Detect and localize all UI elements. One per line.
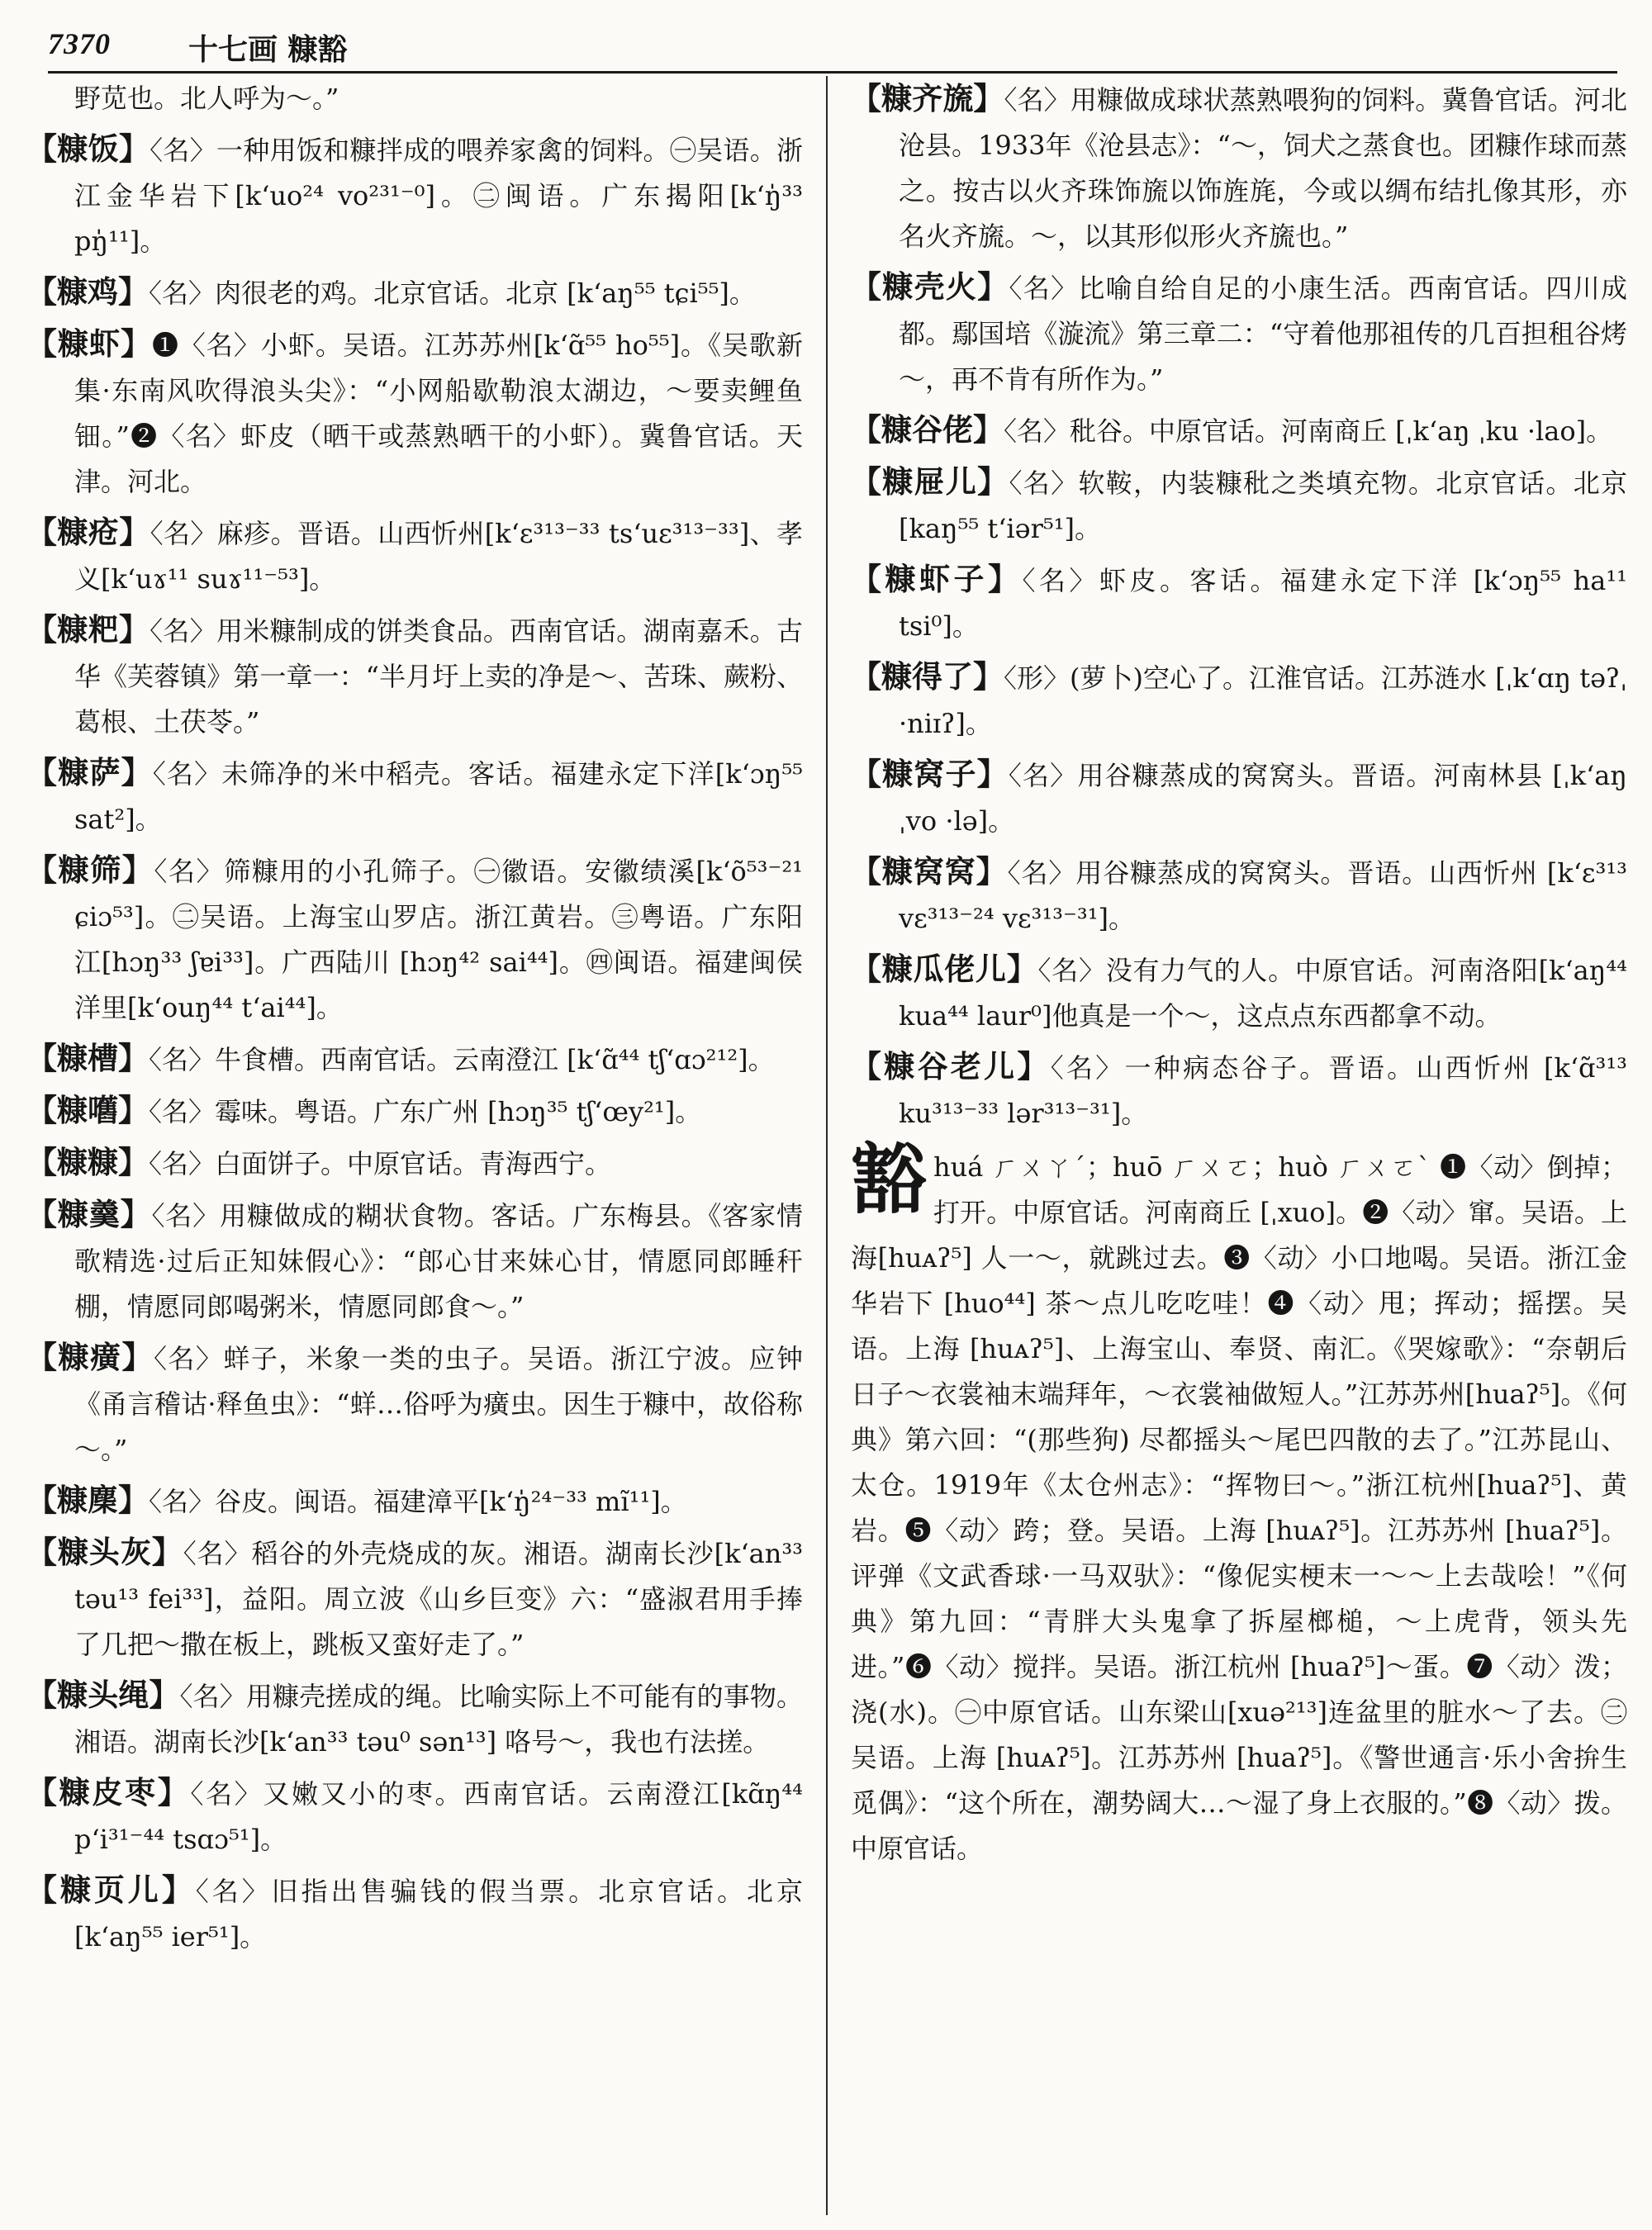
entry-headword: 【糠页儿】 — [26, 1872, 196, 1908]
entry-definition: 〈名〉用米糠制成的饼类食品。西南官话。湖南嘉禾。古华《芙蓉镇》第一章一：“半月圩上卖的净是～、苦珠、蕨粉、葛根、土茯苓。” — [74, 615, 803, 738]
right-column — [851, 76, 1627, 2213]
entry-definition: ❶〈名〉小虾。吴语。江苏苏州[kʻɑ̃⁵⁵ ho⁵⁵]。《吴歌新集·东南风吹得浪头尖》：“小网船歇勒浪太湖边，～要卖鲤鱼钿。”❷〈名〉虾皮（晒干或蒸熟晒干的小虾）。冀鲁官话。天津。河北。 — [74, 330, 803, 497]
entry-definition: 〈形〉(萝卜)空心了。江淮官话。江苏涟水 [ˌkʻɑŋ təʔˌ ·niɪʔ]。 — [899, 662, 1627, 739]
dictionary-entry — [26, 1867, 803, 1960]
entry-definition: 〈名〉稻谷的外壳烧成的灰。湘语。湖南长沙[kʻan³³ təu¹³ fei³³]，益阳。周立波《山乡巨变》六：“盛淑君用手捧了几把～撒在板上，跳板又蛮好走了。” — [74, 1538, 803, 1660]
entry-headword: 【糠得了】 — [851, 658, 1004, 695]
entry-definition: 〈名〉筛糠用的小孔筛子。㊀徽语。安徽绩溪[kʻõ⁵³⁻²¹ ɕiɔ⁵³]。㊁吴语。上海宝山罗店。浙江黄岩。㊂粤语。广东阳江[hɔŋ³³ ʃɐi³³]。广西陆川 [hɔŋ⁴² sai⁴⁴]。㊃闽语。福建闽侯洋里[kʻouŋ⁴⁴ tʻai⁴⁴]。 — [74, 856, 803, 1023]
dictionary-entry — [26, 1036, 803, 1083]
entry-definition: 〈名〉一种病态谷子。晋语。山西忻州 [kʻɑ̃³¹³ ku³¹³⁻³³ lər³¹³⁻³¹]。 — [899, 1052, 1627, 1129]
entry-definition: 野苋也。北人呼为～。” — [74, 83, 339, 114]
entry-definition: 〈名〉谷皮。闽语。福建漳平[kʻŋ̍²⁴⁻³³ mĩ¹¹]。 — [149, 1486, 687, 1517]
entry-definition: 〈名〉又嫩又小的枣。西南官话。云南澄江[kɑ̃ŋ⁴⁴ pʻi³¹⁻⁴⁴ tsɑɔ⁵¹]。 — [74, 1778, 803, 1855]
page-header — [48, 20, 1617, 74]
entry-headword: 【糠瓜佬儿】 — [851, 951, 1038, 987]
dictionary-entry — [26, 126, 803, 264]
column-divider — [826, 76, 828, 2215]
headword-char: 豁 — [851, 1135, 928, 1224]
dictionary-entry — [26, 1770, 803, 1862]
dictionary-entry — [26, 1088, 803, 1135]
entry-headword: 【糠筛】 — [26, 852, 154, 888]
entry-definition: 〈名〉牛食槽。西南官话。云南澄江 [kʻɑ̃⁴⁴ tʃʻɑɔ²¹²]。 — [149, 1044, 775, 1075]
entry-headword: 【糠嚿】 — [26, 1092, 149, 1128]
entry-headword: 【糠槽】 — [26, 1040, 149, 1076]
dictionary-entry — [851, 849, 1627, 942]
dictionary-entry — [26, 607, 803, 745]
entry-definition: 〈名〉用糠壳搓成的绳。比喻实际上不可能有的事物。湘语。湖南长沙[kʻan³³ təu⁰ sən¹³] 咯号～，我也冇法搓。 — [74, 1681, 803, 1758]
entry-headword: 【糠头绳】 — [26, 1677, 180, 1713]
entry-headword: 【糠齐旒】 — [851, 80, 1004, 116]
dictionary-entry — [26, 269, 803, 316]
entry-headword: 【糠粑】 — [26, 611, 150, 648]
dictionary-entry — [851, 264, 1627, 402]
entry-definition: 〈名〉虾皮。客话。福建永定下洋 [kʻɔŋ⁵⁵ ha¹¹ tsi⁰]。 — [899, 565, 1627, 642]
char-entry-huo — [851, 1135, 1627, 1872]
entry-definition: 〈名〉用糠做成球状蒸熟喂狗的饲料。冀鲁官话。河北沧县。1933年《沧县志》：“～，饲犬之蒸食也。团糠作球而蒸之。按古以火齐珠饰旒以饰旌旄，今或以绸布结扎像其形，亦名火齐旒。～，以其形似形火齐旒也。” — [899, 84, 1627, 252]
char-entry-text: huá ㄏㄨㄚˊ；huō ㄏㄨㄛ；huò ㄏㄨㄛˋ ❶〈动〉倒掉；打开。中原官话。河南商丘 [ˌxuo]。❷〈动〉窜。吴语。上海[huᴀʔ⁵] 人一～，就跳过去。❸〈动〉小口地喝。吴语。浙江金华岩下 [huo⁴⁴] 茶～点儿吃吃哇！❹〈动〉甩；挥动；摇摆。吴语。上海 [huᴀʔ⁵]、上海宝山、奉贤、南汇。《哭嫁歌》：“奈朝后日子～衣裳袖末端拜年，～衣裳袖做短人。”江苏苏州[huaʔ⁵]。《何典》第六回：“(那些狗) 尽都摇头～尾巴四散的去了。”江苏昆山、太仓。1919年《太仓州志》：“挥物曰～。”浙江杭州[huaʔ⁵]、黄岩。❺〈动〉跨；登。吴语。上海 [huᴀʔ⁵]。江苏苏州 [huaʔ⁵]。评弹《文武香球·一马双驮》：“像伲实梗末一～～上去哉哙！”《何典》第九回：“青胖大头鬼拿了拆屋榔槌，～上虎背，领头先进。”❻〈动〉搅拌。吴语。浙江杭州 [huaʔ⁵]～蛋。❼〈动〉泼；浇(水)。㊀中原官话。山东梁山[xuə²¹³]连盆里的脏水～了去。㊁吴语。上海 [huᴀʔ⁵]。江苏苏州 [huaʔ⁵]。《警世通言·乐小舍拚生觅偶》：“这个所在，潮势阔大…～湿了身上衣服的。”❽〈动〉拨。中原官话。 — [851, 1151, 1627, 1864]
dictionary-entry — [26, 750, 803, 842]
dictionary-entry — [851, 1044, 1627, 1136]
entry-headword: 【糠窝子】 — [851, 756, 1009, 792]
entry-headword: 【糠䴢】 — [26, 1482, 149, 1518]
entry-headword: 【糠糠】 — [26, 1144, 149, 1180]
entry-headword: 【糠窝窝】 — [851, 853, 1008, 890]
entry-definition: 〈名〉用谷糠蒸成的窝窝头。晋语。山西忻州 [kʻɛ³¹³ vɛ³¹³⁻²⁴ vɛ³¹³⁻³¹]。 — [899, 857, 1627, 934]
entry-headword: 【糠癀】 — [26, 1339, 154, 1375]
dictionary-entry — [26, 1530, 803, 1668]
entry-headword: 【糠虾】 — [26, 325, 152, 362]
dictionary-entry — [26, 1140, 803, 1187]
dictionary-entry — [851, 752, 1627, 844]
entry-definition: 〈名〉旧指出售骗钱的假当票。北京官话。北京[kʻaŋ⁵⁵ ier⁵¹]。 — [74, 1876, 803, 1952]
entry-headword: 【糠饭】 — [26, 130, 150, 167]
running-title: 十七画 糠豁 — [188, 32, 348, 67]
entry-headword: 【糠皮枣】 — [26, 1774, 191, 1810]
dictionary-entry — [26, 510, 803, 602]
entry-definition: 〈名〉比喻自给自足的小康生活。西南官话。四川成都。鄢国培《漩流》第三章二：“守着他那祖传的几百担租谷烤～，再不肯有所作为。” — [899, 273, 1627, 395]
entry-headword: 【糠疮】 — [26, 514, 150, 550]
dictionary-entry — [26, 1335, 803, 1473]
entry-headword: 【糠萨】 — [26, 754, 153, 790]
entry-headword: 【糠谷老儿】 — [851, 1048, 1051, 1084]
entry-definition: 〈名〉蛘子，米象一类的虫子。吴语。浙江宁波。应钟《甬言稽诂·释鱼虫》：“蛘…俗呼为癀虫。因生于糠中，故俗称～。” — [74, 1343, 803, 1465]
entry-definition: 〈名〉没有力气的人。中原官话。河南洛阳[kʻaŋ⁴⁴ kua⁴⁴ laur⁰]他真是一个～，这点点东西都拿不动。 — [899, 955, 1627, 1032]
entry-headword: 【糠鸡】 — [26, 273, 149, 310]
entry-headword: 【糠羹】 — [26, 1196, 152, 1232]
entry-definition: 〈名〉麻疹。晋语。山西忻州[kʻɛ³¹³⁻³³ tsʻuɛ³¹³⁻³³]、孝义[kʻuɤ¹¹ suɤ¹¹⁻⁵³]。 — [74, 518, 803, 595]
left-column — [26, 76, 803, 2213]
entry-definition: 〈名〉秕谷。中原官话。河南商丘 [ˌkʻaŋ ˌku ·lao]。 — [1004, 415, 1613, 447]
dictionary-entry — [26, 76, 803, 121]
dictionary-entry — [851, 654, 1627, 747]
entry-definition: 〈名〉用谷糠蒸成的窝窝头。晋语。河南林县 [ˌkʻaŋ ˌvo ·lə]。 — [899, 760, 1627, 837]
dictionary-entry — [26, 847, 803, 1031]
entry-definition: 〈名〉软鞍，内装糠秕之类填充物。北京官话。北京[kaŋ⁵⁵ tʻiər⁵¹]。 — [899, 467, 1627, 544]
entry-headword: 【糠虾子】 — [851, 561, 1023, 597]
dictionary-entry — [851, 76, 1627, 259]
entry-definition: 〈名〉霉味。粤语。广东广州 [hɔŋ³⁵ tʃʻœy²¹]。 — [149, 1096, 702, 1127]
entry-definition: 〈名〉一种用饭和糠拌成的喂养家禽的饲料。㊀吴语。浙江金华岩下[kʻuo²⁴ vo²³¹⁻⁰]。㊁闽语。广东揭阳[kʻŋ̍³³ pŋ̍¹¹]。 — [74, 135, 803, 257]
dictionary-entry — [26, 321, 803, 505]
dictionary-entry — [26, 1192, 803, 1330]
dictionary-entry — [26, 1672, 803, 1765]
dictionary-entry — [851, 459, 1627, 552]
entry-definition: 〈名〉白面饼子。中原官话。青海西宁。 — [149, 1148, 612, 1179]
dictionary-entry — [26, 1478, 803, 1525]
entry-definition: 〈名〉用糠做成的糊状食物。客话。广东梅县。《客家情歌精选·过后正知妹假心》：“郎心甘来妹心甘，情愿同郎睡秆棚，情愿同郎喝粥米，情愿同郎食～。” — [74, 1200, 803, 1322]
dictionary-entry — [851, 557, 1627, 649]
entry-definition: 〈名〉未筛净的米中稻壳。客话。福建永定下洋[kʻɔŋ⁵⁵ sat²]。 — [74, 758, 803, 835]
right-entries — [851, 76, 1627, 1136]
entry-headword: 【糠屉儿】 — [851, 463, 1009, 500]
page-number: 7370 — [48, 27, 111, 60]
entry-definition: 〈名〉肉很老的鸡。北京官话。北京 [kʻaŋ⁵⁵ tɕi⁵⁵]。 — [149, 278, 756, 309]
entry-headword: 【糠谷佬】 — [851, 411, 1004, 448]
entry-headword: 【糠头灰】 — [26, 1534, 183, 1570]
dictionary-entry — [851, 407, 1627, 454]
entry-headword: 【糠壳火】 — [851, 268, 1009, 305]
dictionary-entry — [851, 947, 1627, 1039]
